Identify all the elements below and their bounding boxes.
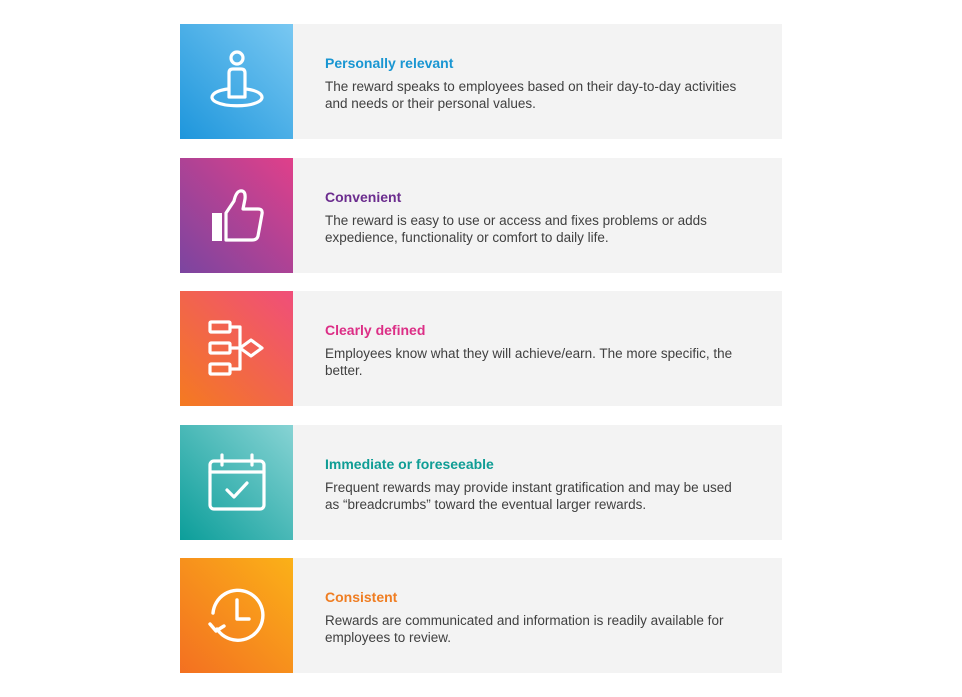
icon-tile: [180, 24, 293, 139]
card-description: The reward is easy to use or access and fixes problems or adds expedience, functionality or comfort to daily life.: [325, 213, 707, 245]
clock-history-icon: [204, 583, 270, 649]
card-immediate-or-foreseeable: [180, 425, 782, 540]
thumbs-up-icon: [204, 183, 270, 249]
card-title: Convenient: [325, 189, 402, 205]
flowchart-icon: [204, 316, 270, 382]
icon-tile: [180, 291, 293, 406]
card-title: Clearly defined: [325, 322, 426, 338]
card-convenient: [180, 158, 782, 273]
icon-tile: [180, 158, 293, 273]
card-description: Rewards are communicated and information is readily available for employees to review.: [325, 613, 724, 645]
card-title: Immediate or foreseeable: [325, 456, 494, 472]
card-title: Consistent: [325, 589, 398, 605]
card-title: Personally relevant: [325, 55, 454, 71]
card-description: Frequent rewards may provide instant gratification and may be used as “breadcrumbs” toward the eventual larger rewards.: [325, 480, 732, 512]
icon-tile: [180, 558, 293, 673]
card-clearly-defined: [180, 291, 782, 406]
card-description: Employees know what they will achieve/earn. The more specific, the better.: [325, 346, 733, 378]
card-description: The reward speaks to employees based on their day-to-day activities and needs or their personal values.: [325, 79, 737, 111]
card-consistent: [180, 558, 782, 673]
person-icon: [204, 49, 270, 115]
icon-tile: [180, 425, 293, 540]
calendar-check-icon: [204, 450, 270, 516]
card-personally-relevant: [180, 24, 782, 139]
